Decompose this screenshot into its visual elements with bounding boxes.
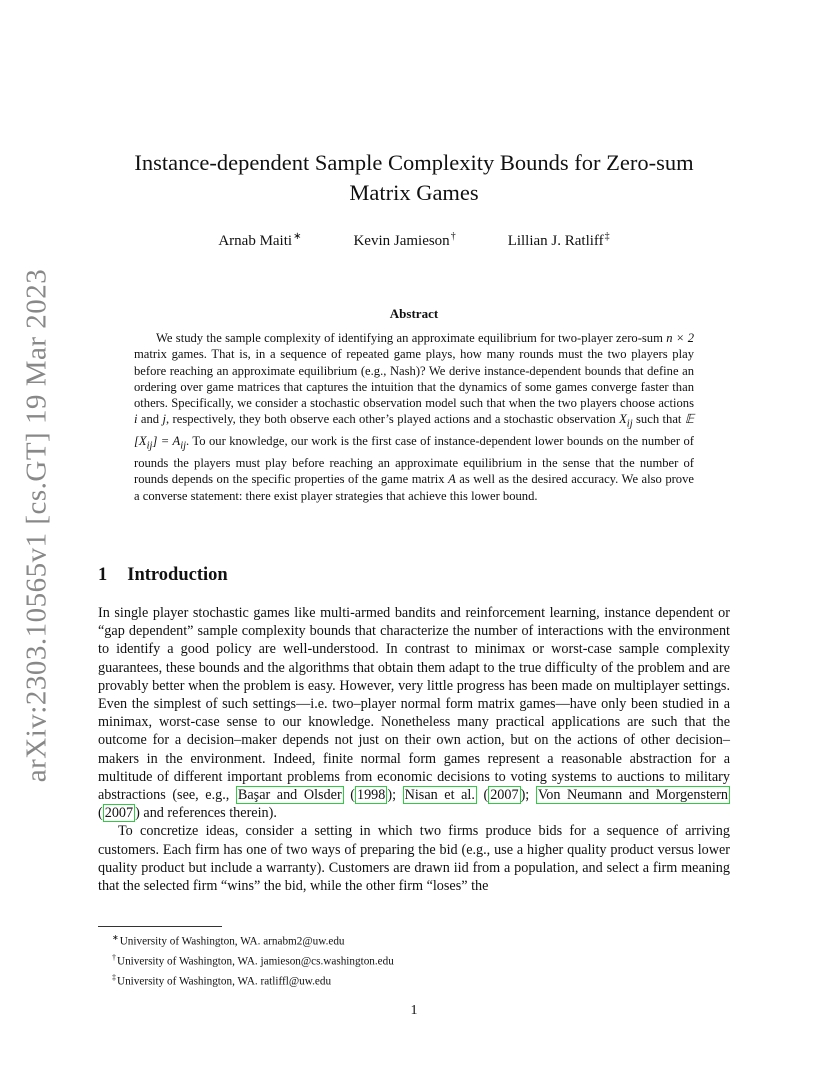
footnote: ∗University of Washington, WA. arnabm2@uw.edu (112, 933, 345, 948)
author: Arnab Maiti∗ (218, 231, 302, 249)
math: A (448, 472, 456, 487)
math: ij (180, 440, 187, 452)
math: i (134, 412, 138, 427)
section-title: Introduction (127, 565, 228, 585)
page-number: 1 (410, 1003, 418, 1018)
footnote: ‡University of Washington, WA. ratliffl@uw.edu (112, 973, 332, 989)
math: X (619, 412, 627, 427)
math: j (162, 412, 166, 427)
author-list (110, 231, 718, 250)
author-footnote-mark: † (450, 231, 456, 242)
citation-link[interactable]: Başar and Olsder (237, 787, 342, 804)
footnotes (112, 930, 712, 991)
author-footnote-mark: ∗ (293, 231, 302, 242)
arxiv-watermark (14, 268, 60, 782)
citation-link[interactable]: 2007 (104, 805, 134, 822)
body-text (98, 604, 730, 895)
abstract-text: We study the sample complexity of identifying an approximate equilibrium for two-player zero-sum n × 2 matrix games. That is, in a sequence of repeated game plays, how many rounds must the two players play before reaching an approximate equilibrium (e.g., Nash)? We derive instance-dependent bounds that define an ordering over game matrices that captures the intuition that the dynamics of some games converge faster than others. Specifically, we consider a stochastic observation model such that when the two players choose actions i and j, respectively, they both observe each other’s played actions and a stochastic observation $X_{ij}$ such that 𝔼 $[X_{ij}] = A_{ij}$. To our knowledge, our work is the first case of instance-dependent lower bounds on the number of rounds the players must play before reaching an approximate equilibrium in the sense that the number of rounds depends on the specific properties of the game matrix A as well as the desired accuracy. We also prove a converse statement: there exist player strategies that achieve this lower bound. (134, 331, 694, 503)
paper-title: Instance-dependent Sample Complexity Bounds for Zero-sum Matrix Games (134, 150, 694, 205)
citation-link[interactable]: 1998 (356, 787, 386, 804)
arxiv-id: arXiv:2303.10565v1 [cs.GT] 19 Mar 2023 (20, 268, 53, 782)
author: Kevin Jamieson† (353, 231, 456, 249)
math: ij (626, 419, 633, 430)
author-footnote-mark: ‡ (604, 231, 610, 242)
footnote-divider (98, 926, 222, 927)
math: n × 2 (666, 331, 694, 345)
citation-link[interactable]: Von Neumann and Morgenstern (537, 787, 729, 804)
math: ] = A (152, 434, 181, 449)
author: Lillian J. Ratliff‡ (507, 231, 610, 249)
section-heading (98, 565, 228, 586)
paragraph: To concretize ideas, consider a setting in which two firms produce bids for a sequence of arriving customers. Each firm has one of two ways of preparing the bid (e.g., use a higher quality product versus lower quality product but include a warranty). Customers are drawn iid from a population, and select a firm meaning that the selected firm “wins” the bid, while the other firm “loses” the (98, 823, 730, 895)
math: 𝔼 [X (134, 412, 694, 449)
citation-link[interactable]: 2007 (490, 787, 519, 804)
section-number: 1 (98, 565, 108, 585)
paragraph: In single player stochastic games like multi-armed bandits and reinforcement learning, instance dependent or “gap dependent” sample complexity bounds that characterize the number of interactions with the environment to identify a good policy are well-understood. In contrast to minimax or worst-case sample complexity guarantees, these bounds and the algorithms that obtain them adapt to the true difficulty of the problem and are provably better when the problem is easy. However, very little progress has been made on multiplayer settings. Even the simplest of such settings—i.e. two–player normal form matrix games—have only been studied in a minimax, worst-case sense to our knowledge. Nonetheless many practical applications are such that the outcome for a decision–maker depends not just on their own action, but on the actions of other decision–makers in the environment. Indeed, finite normal form games represent a reasonable abstraction for a multitude of different important problems from economic decisions to voting systems to auctions to military abstractions (see, e.g., Başar and Olsder ( 1998 ); Nisan et al. ( 2007 ); Von Neumann and Morgenstern ( 2007 ) and references therein). (98, 605, 730, 822)
footnote: †University of Washington, WA. jamieson@cs.washington.edu (112, 953, 394, 968)
citation-link[interactable]: Nisan et al. (404, 787, 475, 804)
abstract-heading: Abstract (389, 306, 439, 321)
math: ij (146, 440, 153, 452)
